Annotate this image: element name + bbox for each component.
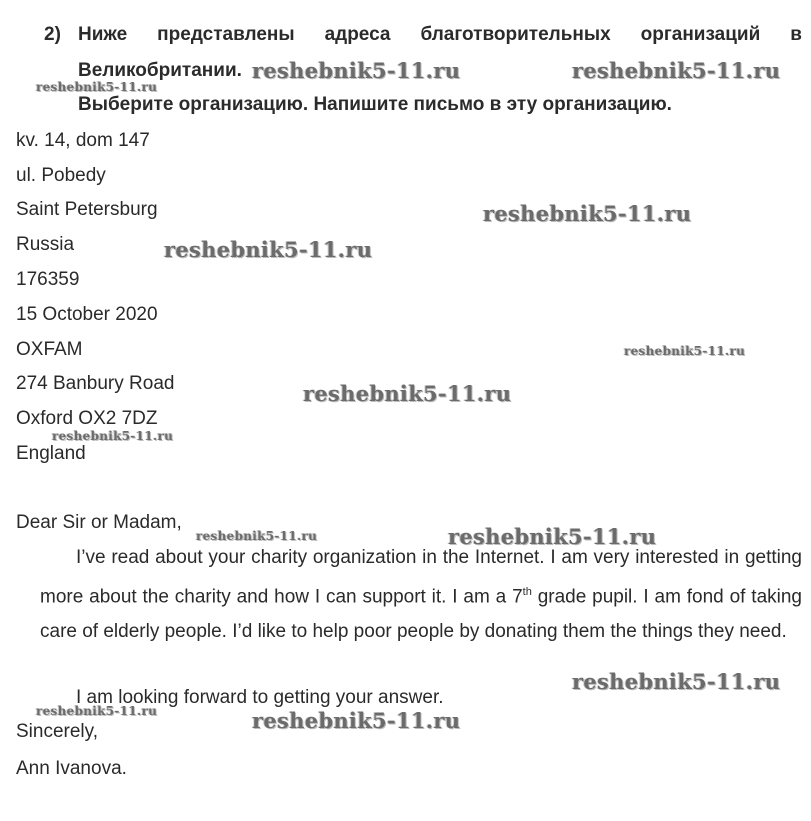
sender-address-line: ul. Pobedy	[16, 165, 106, 186]
sender-address-line: Russia	[16, 234, 75, 255]
watermark: reshebnik5-11.ru	[303, 381, 512, 406]
letter-signature: Ann Ivanova.	[16, 758, 127, 779]
task-number: 2)	[44, 24, 61, 45]
watermark: reshebnik5-11.ru	[252, 58, 461, 83]
task-word: адреса	[324, 24, 391, 45]
letter-greeting: Dear Sir or Madam,	[16, 512, 182, 533]
recipient-address-line: Oxford OX2 7DZ	[16, 408, 158, 429]
watermark: reshebnik5-11.ru	[572, 58, 781, 83]
watermark: reshebnik5-11.ru	[36, 80, 158, 94]
recipient-address-line: OXFAM	[16, 339, 83, 360]
task-word: организаций	[640, 24, 761, 45]
watermark: reshebnik5-11.ru	[572, 669, 781, 694]
paragraph-text: I’ve read about your charity organization in the Internet. I am very interested in getting more about the charity and how I can support it. I am a 7	[40, 547, 802, 608]
sender-address-line: Saint Petersburg	[16, 199, 158, 220]
letter-date: 15 October 2020	[16, 304, 158, 325]
watermark: reshebnik5-11.ru	[164, 237, 373, 262]
paragraph-text: grade pupil. I am fond of taking care of elderly people. I’d like to help poor people by donating them the things they need.	[40, 586, 802, 643]
recipient-address-line: 274 Banbury Road	[16, 373, 175, 394]
task-line-1	[78, 24, 802, 46]
watermark: reshebnik5-11.ru	[36, 704, 158, 718]
letter-paragraph-1	[40, 540, 802, 649]
task-word: представлены	[157, 24, 295, 45]
watermark: reshebnik5-11.ru	[483, 201, 692, 226]
task-word: благотворительных	[420, 24, 611, 45]
watermark: reshebnik5-11.ru	[448, 524, 657, 549]
task-line-2: Великобритании.	[78, 60, 242, 81]
watermark: reshebnik5-11.ru	[196, 529, 318, 543]
task-word: в	[790, 24, 802, 45]
paragraph-text: I am looking forward to getting your answer.	[76, 687, 444, 708]
letter-closing: Sincerely,	[16, 721, 99, 742]
recipient-address-line: England	[16, 443, 86, 464]
task-word: Ниже	[78, 24, 128, 45]
watermark: reshebnik5-11.ru	[52, 429, 174, 443]
watermark: reshebnik5-11.ru	[252, 708, 461, 733]
ordinal-suffix: th	[522, 586, 532, 598]
sender-address-line: 176359	[16, 269, 80, 290]
sender-address-line: kv. 14, dom 147	[16, 130, 150, 151]
task-instruction: Выберите организацию. Напишите письмо в эту организацию.	[78, 94, 672, 115]
watermark: reshebnik5-11.ru	[624, 344, 746, 358]
